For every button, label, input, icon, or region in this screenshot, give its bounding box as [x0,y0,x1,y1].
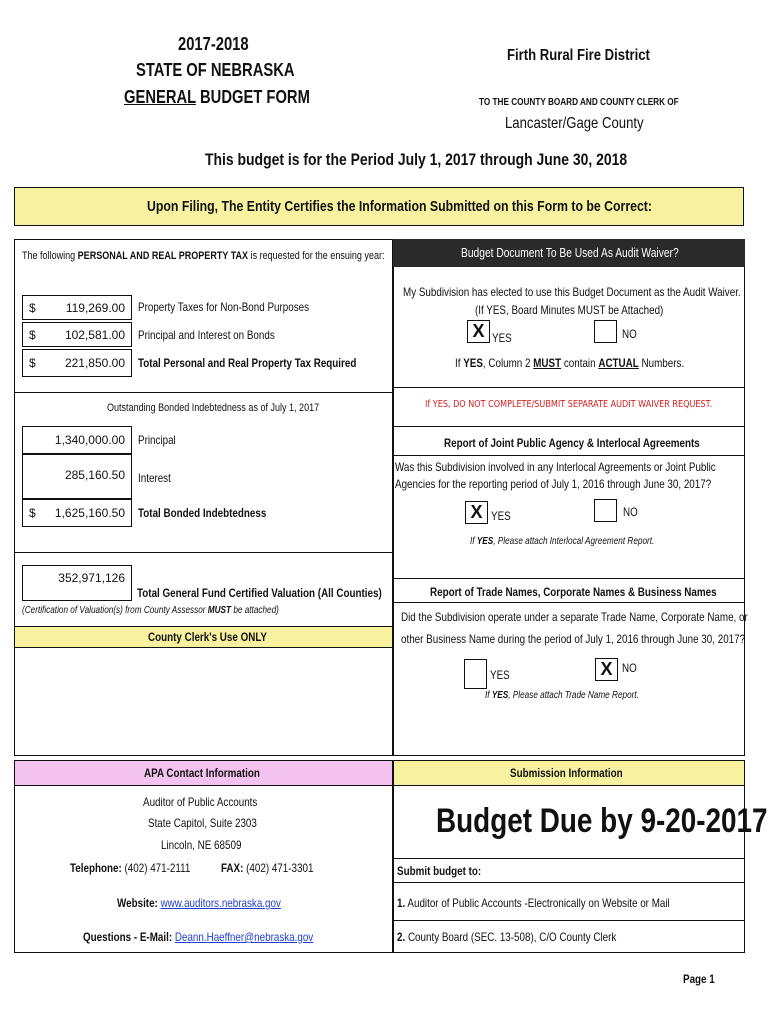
amount-value: 102,581.00 [64,328,125,342]
valuation-note-prefix: (Certification of Valuation(s) from County Assessor [22,605,206,616]
interlocal-header [393,426,745,456]
note-yes: YES [476,536,494,547]
amount-value: 352,971,126 [58,571,125,585]
bonded-interest-label: Interest [138,471,171,485]
tax-amount-bonds [22,322,132,347]
bonded-total-label: Total Bonded Indebtedness [138,506,267,520]
currency-sign: $ [29,301,36,315]
trade-names-note [485,690,639,701]
submit-item-1 [397,896,670,910]
section-divider [393,882,745,883]
email-label: Questions - E-Mail: [83,930,173,944]
amount-value: 1,340,000.00 [54,433,125,447]
currency-sign: $ [29,356,36,370]
telephone-value: (402) 471-2111 [124,861,191,875]
certify-banner [14,187,744,226]
amount-value: 221,850.00 [64,356,125,370]
trade-names-no-label: NO [622,661,637,675]
apa-header [15,761,392,786]
valuation-note-suffix: be attached) [233,605,279,616]
audit-waiver-warning: If YES, DO NOT COMPLETE/SUBMIT SEPARATE AUDIT WAIVER REQUEST. [425,399,713,410]
telephone-label: Telephone: [70,861,122,875]
interlocal-yes-checkbox[interactable]: X [465,501,488,524]
trade-names-no-checkbox[interactable]: X [595,658,618,681]
column-divider [392,239,394,756]
state-name: STATE OF NEBRASKA [136,60,295,80]
bonded-principal-label: Principal [138,433,176,447]
bonded-total-amount [22,499,132,527]
note-contain: contain [563,356,596,370]
tax-intro-bold: PERSONAL AND REAL PROPERTY TAX [77,250,249,262]
item-text: Auditor of Public Accounts -Electronically on Website or Mail [407,896,670,910]
section-divider [393,387,745,388]
amount-value: 119,269.00 [65,301,125,315]
apa-email-row [83,930,313,944]
tax-label-total: Total Personal and Real Property Tax Required [138,356,357,370]
valuation-note-must: MUST [207,605,232,616]
apa-address-line2: State Capitol, Suite 2303 [148,816,257,830]
trade-names-line2: other Business Name during the period of July 1, 2016 through June 30, 2017? [401,632,746,646]
valuation-amount [22,565,132,601]
section-divider [393,578,745,579]
website-link[interactable]: www.auditors.nebraska.gov [160,896,281,910]
interlocal-line2: Agencies for the reporting period of July 1, 2016 through June 30, 2017? [395,477,712,491]
note-must: MUST [533,356,562,370]
audit-waiver-line1: My Subdivision has elected to use this Budget Document as the Audit Waiver. [403,285,741,299]
budget-period: This budget is for the Period July 1, 2017 through June 30, 2018 [205,150,628,169]
form-title [124,87,310,108]
audit-waiver-heading: Budget Document To Be Used As Audit Waiver? [461,246,679,260]
section-divider [393,858,745,859]
apa-phone-row [70,861,313,875]
apa-website-row [117,896,281,910]
note-column: , Column 2 [482,356,531,370]
submit-item-2 [397,930,616,944]
interlocal-line1: Was this Subdivision involved in any Interlocal Agreements or Joint Public [395,460,716,474]
interlocal-note [470,536,654,547]
submit-to-label: Submit budget to: [397,864,482,878]
section-divider [14,392,393,393]
entity-name: Firth Rural Fire District [507,47,650,64]
website-label: Website: [117,896,158,910]
budget-due: Budget Due by 9-20-2017 [436,802,768,840]
tax-label-nonbond: Property Taxes for Non-Bond Purposes [138,300,310,314]
tax-label-bonds: Principal and Interest on Bonds [138,328,275,342]
page-number: Page 1 [683,972,715,986]
form-title-general: GENERAL [124,87,196,107]
note-rest: , Please attach Interlocal Agreement Report. [493,536,655,547]
item-number: 1. [397,896,406,910]
item-text: County Board (SEC. 13-508), C/O County Clerk [407,930,617,944]
note-yes: YES [463,356,483,370]
email-link[interactable]: Deann.Haeffner@nebraska.gov [174,930,314,944]
apa-heading: APA Contact Information [144,766,260,780]
note-if: If [455,356,461,370]
valuation-label: Total General Fund Certified Valuation (All Counties) [137,586,382,600]
note-yes: YES [491,690,509,701]
to-county-clerk: TO THE COUNTY BOARD AND COUNTY CLERK OF [479,97,679,108]
trade-names-line1: Did the Subdivision operate under a separate Trade Name, Corporate Name, or [401,610,748,624]
budget-years: 2017-2018 [178,34,249,54]
bonded-heading: Outstanding Bonded Indebtedness as of July 1, 2017 [107,402,320,414]
interlocal-heading: Report of Joint Public Agency & Interlocal Agreements [444,436,700,450]
county-clerk-area[interactable] [15,648,392,755]
currency-sign: $ [29,328,36,342]
county-clerk-header [14,626,393,648]
audit-waiver-header [393,239,745,267]
apa-address-line3: Lincoln, NE 68509 [161,838,242,852]
bottom-frame [14,760,745,953]
note-rest: , Please attach Trade Name Report. [508,690,639,701]
county-name: Lancaster/Gage County [505,115,644,132]
section-divider [393,920,745,921]
submission-header [394,761,744,786]
audit-waiver-no-checkbox[interactable] [594,320,617,343]
tax-amount-total [22,349,132,377]
audit-waiver-yes-label: YES [492,331,512,345]
audit-waiver-note [455,356,684,370]
audit-waiver-line2: (If YES, Board Minutes MUST be Attached) [475,303,664,317]
trade-names-heading: Report of Trade Names, Corporate Names & Business Names [430,585,717,599]
audit-waiver-yes-checkbox[interactable]: X [467,320,490,343]
submission-heading: Submission Information [510,766,623,780]
certify-banner-text: Upon Filing, The Entity Certifies the Information Submitted on this Form to be Correct: [147,198,652,215]
currency-sign: $ [29,506,36,520]
tax-intro-suffix: is requested for the ensuing year: [250,250,385,262]
note-numbers: Numbers. [641,356,685,370]
bonded-interest-amount [22,454,132,499]
tax-amount-nonbond [22,295,132,320]
trade-names-yes-checkbox[interactable] [464,659,487,689]
interlocal-no-checkbox[interactable] [594,499,617,522]
form-title-rest: BUDGET FORM [200,87,310,107]
apa-address-line1: Auditor of Public Accounts [143,795,258,809]
interlocal-yes-label: YES [491,509,511,523]
item-number: 2. [397,930,406,944]
bonded-principal-amount [22,426,132,454]
amount-value: 1,625,160.50 [54,506,125,520]
note-if: If [485,690,490,701]
trade-names-yes-label: YES [490,668,510,682]
amount-value: 285,160.50 [64,468,125,482]
county-clerk-heading: County Clerk's Use ONLY [148,630,268,644]
fax-value: (402) 471-3301 [246,861,314,875]
bottom-column-divider [392,760,394,953]
section-divider [14,552,393,553]
valuation-note [22,605,279,616]
fax-label: FAX: [220,861,244,875]
audit-waiver-no-label: NO [622,327,637,341]
note-actual: ACTUAL [598,356,639,370]
interlocal-no-label: NO [623,505,638,519]
note-if: If [470,536,475,547]
section-divider [393,602,745,603]
tax-intro-prefix: The following [22,250,76,262]
